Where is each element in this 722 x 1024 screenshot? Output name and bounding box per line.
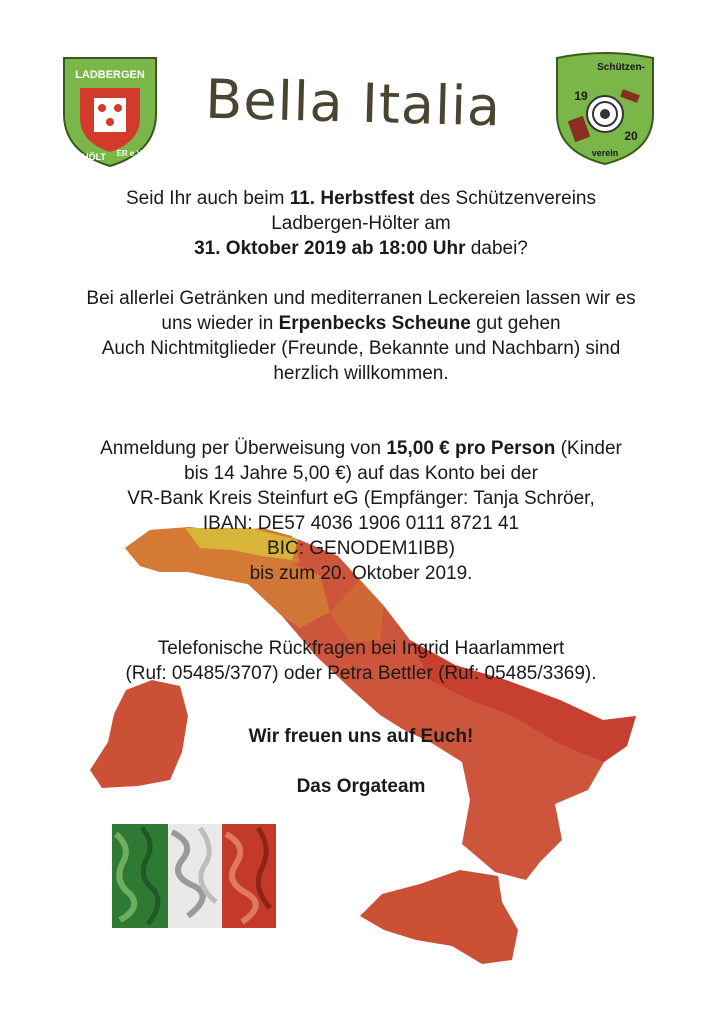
intro-event: 11. Herbstfest xyxy=(289,188,415,209)
logo-right-word-bottom: verein xyxy=(591,148,619,158)
iban: IBAN: DE57 4036 1906 0111 8721 41 xyxy=(202,513,520,534)
registration-deadline: bis zum 20. Oktober 2019. xyxy=(249,563,473,584)
contact-line-1: Telefonische Rückfragen bei Ingrid Haarlammert xyxy=(157,638,565,659)
page-title: Bella Italia xyxy=(204,67,502,139)
registration-line-1 xyxy=(40,436,682,461)
logo-left-bottom-left-text: HÖLT xyxy=(82,152,106,162)
price: 15,00 € pro Person xyxy=(386,438,556,459)
logo-left-top-text: LADBERGEN xyxy=(75,69,145,81)
intro-line-1a: Seid Ihr auch beim xyxy=(126,188,290,209)
intro-line-1 xyxy=(40,186,682,211)
party-line-2c: gut gehen xyxy=(470,313,561,334)
logo-left-bottom-right-text: ER e.V. xyxy=(116,149,144,158)
intro-line-1c: des Schützenvereins xyxy=(414,188,596,209)
intro-line-2: Ladbergen-Hölter am xyxy=(271,213,451,234)
event-date: 31. Oktober 2019 ab 18:00 Uhr xyxy=(194,238,466,259)
registration-line-1c: (Kinder xyxy=(555,438,622,459)
intro-line-3 xyxy=(40,236,682,261)
signature: Das Orgateam xyxy=(296,776,426,797)
party-line-4: herzlich willkommen. xyxy=(273,363,449,384)
intro-line-3b: dabei? xyxy=(465,238,528,259)
flyer-text xyxy=(40,186,682,799)
ladbergen-club-logo xyxy=(58,52,162,170)
logo-right-year-top: 19 xyxy=(574,89,588,103)
party-line-1: Bei allerlei Getränken und mediterranen Leckereien lassen wir es xyxy=(86,288,636,309)
schuetzenverein-logo xyxy=(551,48,659,168)
italian-flag xyxy=(112,824,276,928)
venue: Erpenbecks Scheune xyxy=(278,313,471,334)
bic: BIC: GENODEM1IBB) xyxy=(267,538,455,559)
registration-line-2: bis 14 Jahre 5,00 €) auf das Konto bei der xyxy=(184,463,538,484)
logo-right-word-top: Schützen- xyxy=(597,62,645,73)
registration-line-1a: Anmeldung per Überweisung von xyxy=(100,438,387,459)
party-line-2a: uns wieder in xyxy=(161,313,279,334)
closing-text: Wir freuen uns auf Euch! xyxy=(248,726,474,747)
sicily xyxy=(360,870,518,964)
contact-line-2: (Ruf: 05485/3707) oder Petra Bettler (Ruf: 05485/3369). xyxy=(125,663,597,684)
registration-line-3: VR-Bank Kreis Steinfurt eG (Empfänger: Tanja Schröer, xyxy=(127,488,595,509)
party-line-3: Auch Nichtmitglieder (Freunde, Bekannte und Nachbarn) sind xyxy=(101,338,621,359)
party-line-2 xyxy=(40,311,682,336)
logo-right-year-bottom: 20 xyxy=(624,129,638,143)
